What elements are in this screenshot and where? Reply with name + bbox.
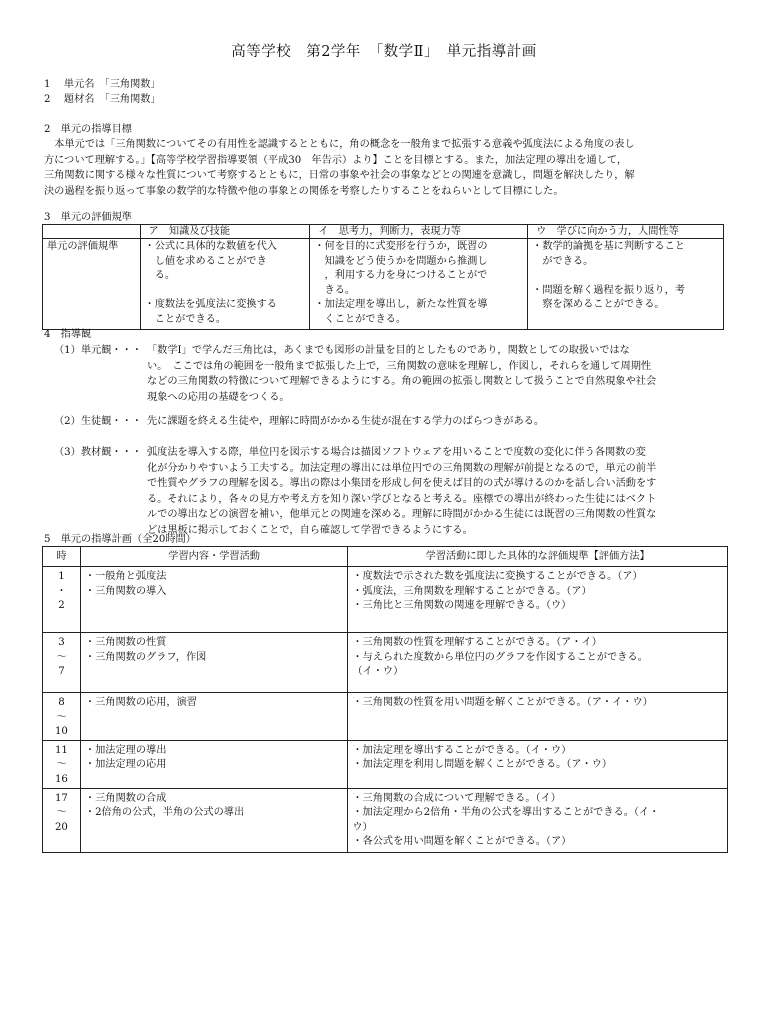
cell-line: ・数学的論拠を基に判断すること: [532, 241, 685, 252]
goal-paragraph: [44, 137, 724, 199]
document-title: 高等学校 第2学年 「数学Ⅱ」 単元指導計画: [231, 44, 537, 60]
kan-label: （3）教材観・・・: [54, 447, 142, 458]
unit-name-line: 1 単元名 「三角関数」: [44, 79, 161, 90]
goal-line: 三角関数に関する様々な性質について考察するとともに，日常の事象や社会の事象などとの関連を意識し，問題を解決したり，解: [44, 170, 635, 182]
evaluation-header-row: [43, 225, 724, 239]
cell-line: ができる。: [532, 255, 594, 267]
evaluation-col-header: イ 思考力，判断力，表現力等: [310, 225, 528, 239]
cell-line: 知識をどう使うかを問題から推測し: [314, 255, 488, 267]
evaluation-cell-knowledge: [140, 239, 310, 330]
criteria-line: （イ・ウ）: [352, 666, 404, 678]
evaluation-table: [42, 224, 724, 330]
plan-row: [43, 567, 728, 633]
plan-criteria: [348, 693, 728, 741]
content-line: ・加法定理の応用: [84, 759, 167, 771]
criteria-line: ・弧度法，三角関数を理解することができる。（ア）: [352, 585, 592, 597]
plan-table: [42, 546, 728, 853]
kan-line: 「数学Ⅰ」で学んだ三角比は，あくまでも図形の計量を目的としたものであり，関数としての取扱いではな: [147, 345, 630, 356]
kan-line: い。 ここでは角の範囲を一般角まで拡張した上で，三角関数の意味を理解し，作図し，それらを通して周期性: [147, 360, 652, 372]
cell-line: くことができる。: [314, 313, 407, 325]
kan-line: どは黒板に掲示しておくことで，自ら確認して学習できるようにする。: [147, 524, 473, 536]
evaluation-row: [43, 239, 724, 330]
kan-line: ルでの導出などの演習を補い，他単元との関連を深める。理解に時間がかかる生徒には既習の三角関数の性質な: [147, 509, 657, 521]
time-line: 17: [54, 792, 68, 804]
criteria-line: ウ）: [352, 821, 373, 833]
time-line: 10: [54, 726, 68, 738]
content-line: ・加法定理の導出: [84, 744, 167, 756]
evaluation-col-header: ア 知識及び技能: [140, 225, 310, 239]
cell-line: きる。: [314, 284, 356, 296]
criteria-line: ・与えられた度数から単位円のグラフを作図することができる。: [352, 651, 648, 663]
criteria-line: ・各公式を用い問題を解くことができる。（ア）: [352, 836, 572, 848]
plan-time: [43, 633, 81, 693]
time-line: 11: [54, 744, 68, 756]
time-line: ～: [56, 711, 67, 723]
criteria-line: ・加法定理を導出することができる。（イ・ウ）: [352, 744, 572, 756]
plan-content: [80, 567, 347, 633]
plan-criteria: [348, 633, 728, 693]
cell-line: ・問題を解く過程を振り返り，考: [532, 284, 685, 296]
cell-line: ・何を目的に式変形を行うか，既習の: [314, 241, 488, 252]
cell-line: ，利用する力を身につけることがで: [314, 270, 488, 282]
content-line: ・三角関数の性質: [84, 637, 167, 648]
kan-line: る。それにより，各々の見方や考え方を知り深い学びとなると考える。座標での導出が終わった生徒にはベクト: [147, 493, 657, 505]
kan-heading: 4 指導観: [44, 329, 92, 340]
kan-label: （1）単元観・・・: [54, 345, 142, 356]
kan-line: 現象への応用の基礎をつくる。: [147, 391, 290, 403]
cell-line: [145, 284, 306, 299]
cell-line: ・度数法を弧度法に変換する: [144, 299, 277, 311]
time-line: 2: [58, 600, 65, 612]
plan-time: [43, 740, 81, 788]
plan-content: [80, 693, 347, 741]
criteria-line: ・三角関数の性質を用い問題を解くことができる。（ア・イ・ウ）: [352, 697, 653, 708]
evaluation-cell-thinking: [310, 239, 528, 330]
time-line: ～: [56, 759, 67, 771]
content-line: ・三角関数の合成: [84, 792, 167, 804]
cell-line: ・加法定理を導出し，新たな性質を導: [314, 299, 488, 311]
evaluation-heading: 3 単元の評価規準: [44, 212, 132, 223]
content-line: ・三角関数のグラフ，作図: [84, 651, 207, 663]
time-line: 7: [58, 666, 65, 678]
criteria-line: ・三角関数の合成について理解できる。（イ）: [352, 792, 561, 804]
cell-line: し値を求めることができ: [144, 255, 267, 267]
criteria-line: ・度数法で示された数を弧度法に変換することができる。（ア）: [352, 571, 643, 582]
goal-line: 方について理解する。」【高等学校学習指導要領（平成30 年告示）より】ことを目標とする。また，加法定理の導出を通して，: [44, 154, 628, 166]
plan-criteria: [348, 567, 728, 633]
goal-line: 本単元では「三角関数についてその有用性を認識するとともに，角の概念を一般角まで拡張する意義や弧度法による角度の表し: [44, 139, 635, 150]
goal-heading: 2 単元の指導目標: [44, 124, 132, 135]
plan-content: [80, 633, 347, 693]
content-line: ・三角関数の応用，演習: [84, 697, 197, 708]
time-line: 3: [58, 637, 65, 648]
plan-row: [43, 633, 728, 693]
time-line: 16: [54, 773, 68, 785]
time-line: ・: [56, 585, 67, 597]
criteria-line: ・加法定理から2倍角・半角の公式を導出することができる。（イ・: [352, 807, 660, 819]
plan-header-row: [43, 547, 728, 567]
time-line: 20: [54, 821, 68, 833]
cell-line: [532, 269, 719, 284]
time-line: ～: [56, 651, 67, 663]
kan-line: 先に課題を終える生徒や，理解に時間がかかる生徒が混在する学力のばらつきがある。: [147, 416, 545, 427]
goal-line: 決の過程を振り返って事象の数学的な特徴や他の事象との関係を考察したりすることをねらいとして目標にした。: [44, 185, 564, 197]
kan-line: 化が分かりやすいよう工夫する。加法定理の導出には単位円での三角関数の理解が前提となるので，単元の前半: [147, 462, 657, 474]
plan-col-header: 学習活動に即した具体的な評価規準【評価方法】: [348, 547, 728, 567]
plan-time: [43, 788, 81, 852]
plan-content: [80, 740, 347, 788]
cell-line: る。: [144, 270, 176, 282]
kan-line: で性質やグラフの理解を図る。導出の際は小集団を形成し何を使えば目的の式が導けるのかを話し合い活動をす: [147, 478, 657, 490]
plan-time: [43, 693, 81, 741]
evaluation-row-label: 単元の評価規準: [43, 239, 141, 330]
cell-line: 察を深めることができる。: [532, 299, 665, 311]
evaluation-corner-cell: [43, 225, 141, 239]
kan-text: [147, 343, 727, 405]
cell-line: ・公式に具体的な数値を代入: [144, 241, 277, 252]
content-line: ・三角関数の導入: [84, 585, 167, 597]
evaluation-col-header: ウ 学びに向かう力，人間性等: [528, 225, 724, 239]
plan-row: [43, 693, 728, 741]
kan-text: [147, 414, 727, 430]
time-line: 8: [58, 697, 65, 708]
material-name-line: 2 題材名 「三角関数」: [44, 94, 161, 105]
time-line: 1: [58, 571, 65, 582]
plan-content: [80, 788, 347, 852]
plan-time: [43, 567, 81, 633]
evaluation-cell-attitude: [528, 239, 724, 330]
criteria-line: ・三角関数の性質を理解することができる。（ア・イ）: [352, 637, 602, 648]
kan-text: [147, 445, 727, 539]
plan-heading: 5 単元の指導計画（全20時間）: [44, 534, 196, 545]
content-line: ・2倍角の公式，半角の公式の導出: [84, 807, 245, 819]
plan-col-header: 学習内容・学習活動: [80, 547, 347, 567]
kan-line: 弧度法を導入する際，単位円を図示する場合は描図ソフトウェアを用いることで度数の変化に伴う各関数の変: [147, 447, 646, 458]
kan-line: などの三角関数の特徴について理解できるようにする。角の範囲の拡張し関数として扱うことで自然現象や社会: [147, 376, 657, 388]
kan-label: （2）生徒観・・・: [54, 416, 142, 427]
plan-row: [43, 788, 728, 852]
plan-criteria: [348, 740, 728, 788]
plan-row: [43, 740, 728, 788]
criteria-line: ・加法定理を利用し問題を解くことができる。（ア・ウ）: [352, 759, 613, 771]
plan-col-header: 時: [43, 547, 81, 567]
cell-line: ことができる。: [144, 313, 227, 325]
plan-criteria: [348, 788, 728, 852]
content-line: ・一般角と弧度法: [84, 571, 167, 582]
criteria-line: ・三角比と三角関数の関連を理解できる。（ウ）: [352, 600, 572, 612]
time-line: ～: [56, 807, 67, 819]
